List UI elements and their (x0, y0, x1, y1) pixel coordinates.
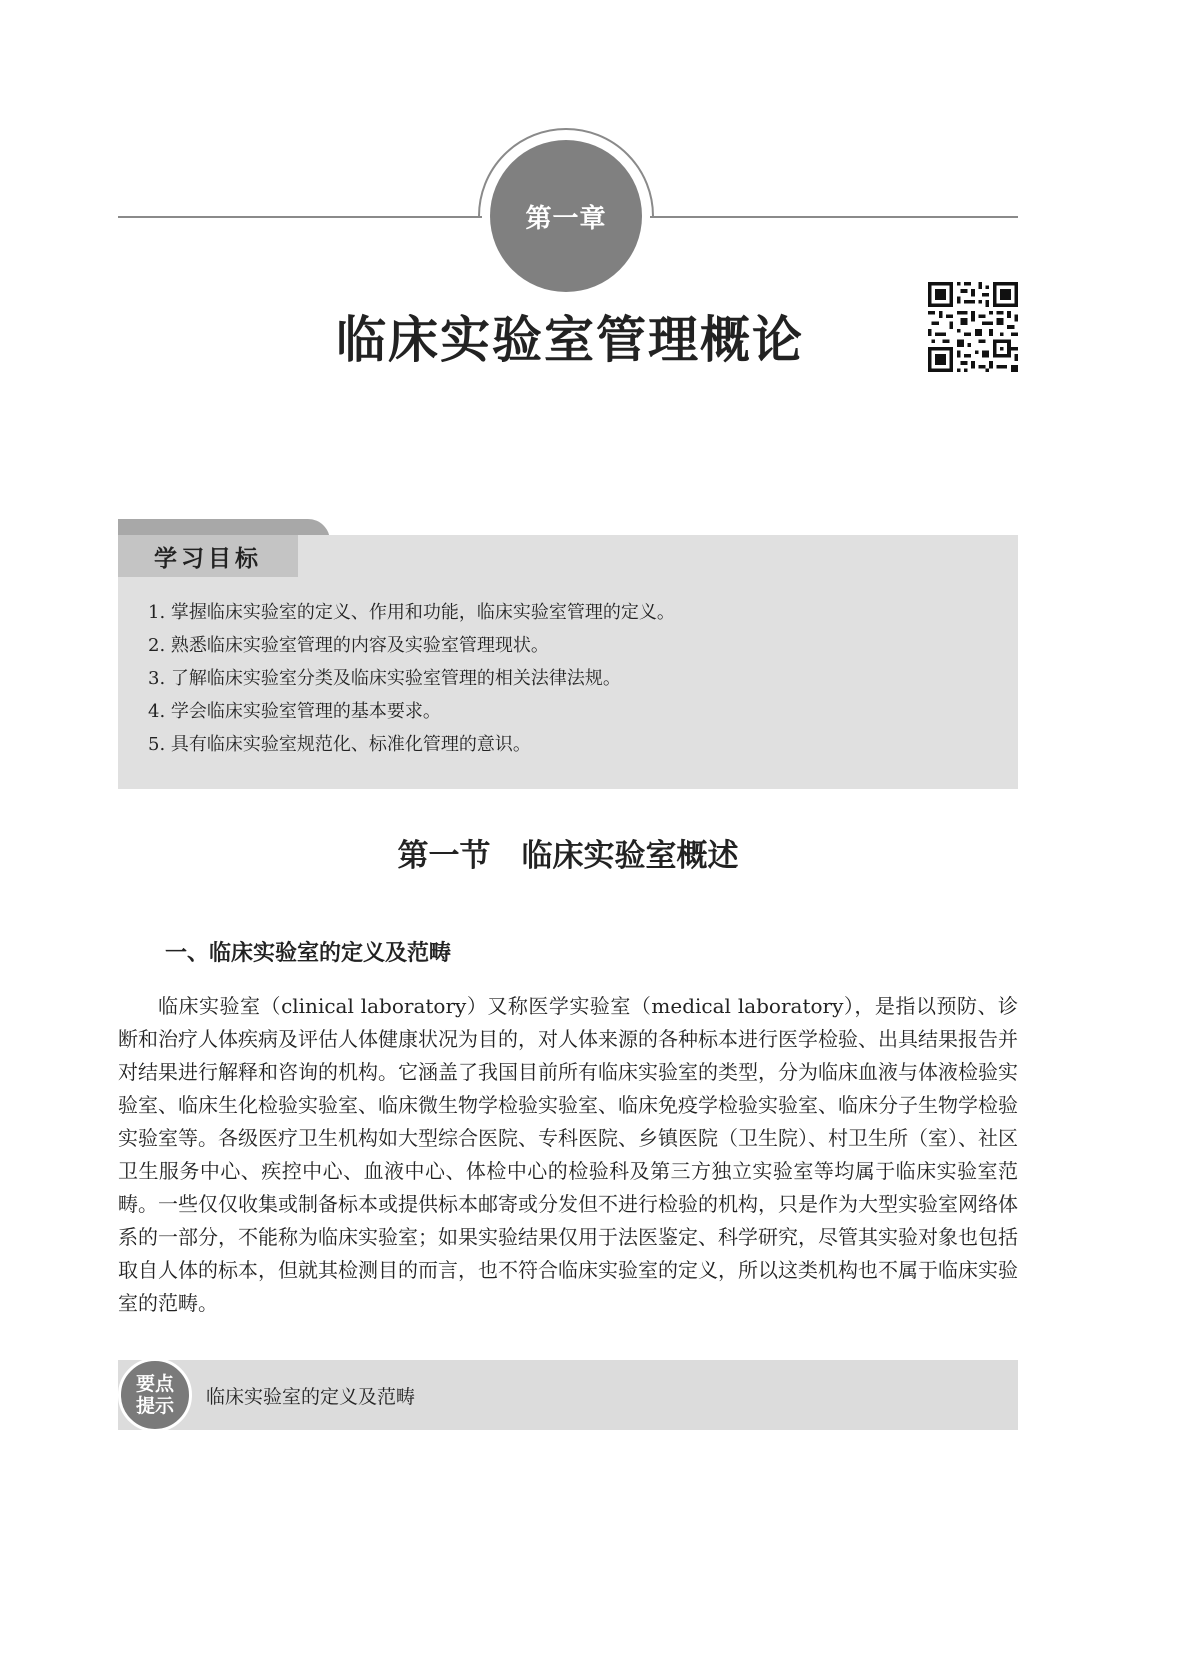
key-point-badge (118, 1358, 192, 1432)
chapter-label: 第一章 (525, 203, 607, 234)
objective-item: 4. 学会临床实验室管理的基本要求。 (148, 701, 441, 722)
key-point-text: 临床实验室的定义及范畴 (206, 1386, 416, 1408)
objective-item: 2. 熟悉临床实验室管理的内容及实验室管理现状。 (148, 635, 549, 656)
key-point-badge-line1: 要点 (135, 1373, 174, 1395)
section-subheading: 一、临床实验室的定义及范畴 (165, 940, 452, 966)
qr-code-icon[interactable] (928, 282, 1018, 372)
key-point-badge-line2: 提示 (135, 1395, 174, 1417)
objective-item: 1. 掌握临床实验室的定义、作用和功能，临床实验室管理的定义。 (148, 602, 675, 623)
chapter-title: 临床实验室管理概论 (336, 311, 804, 369)
objective-item: 5. 具有临床实验室规范化、标准化管理的意识。 (148, 734, 531, 755)
body-paragraph: 临床实验室（clinical laboratory）又称医学实验室（medical laboratory），是指以预防、诊断和治疗人体疾病及评估人体健康状况为目的，对人体来源的各种标本进行医学检验、出具结果报告并对结果进行解释和咨询的机构。它涵盖了我国目前所有临床实验室的类型，分为临床血液与体液检验实验室、临床生化检验实验室、临床微生物学检验实验室、临床免疫学检验实验室、临床分子生物学检验实验室等。各级医疗卫生机构如大型综合医院、专科医院、乡镇医院（卫生院）、村卫生所（室）、社区卫生服务中心、疾控中心、血液中心、体检中心的检验科及第三方独立实验室等均属于临床实验室范畴。一些仅仅收集或制备标本或提供标本邮寄或分发但不进行检验的机构，只是作为大型实验室网络体系的一部分，不能称为临床实验室；如果实验结果仅用于法医鉴定、科学研究，尽管其实验对象也包括取自人体的标本，但就其检测目的而言，也不符合临床实验室的定义，所以这类机构也不属于临床实验室的范畴。 (118, 994, 1018, 1315)
objectives-list (148, 596, 675, 761)
section-title: 第一节 临床实验室概述 (397, 838, 739, 874)
objective-item: 3. 了解临床实验室分类及临床实验室管理的相关法律法规。 (148, 668, 621, 689)
chapter-badge (490, 140, 642, 292)
objectives-heading: 学习目标 (118, 535, 298, 577)
chapter-rule-left (118, 216, 482, 218)
chapter-rule-right (650, 216, 1018, 218)
